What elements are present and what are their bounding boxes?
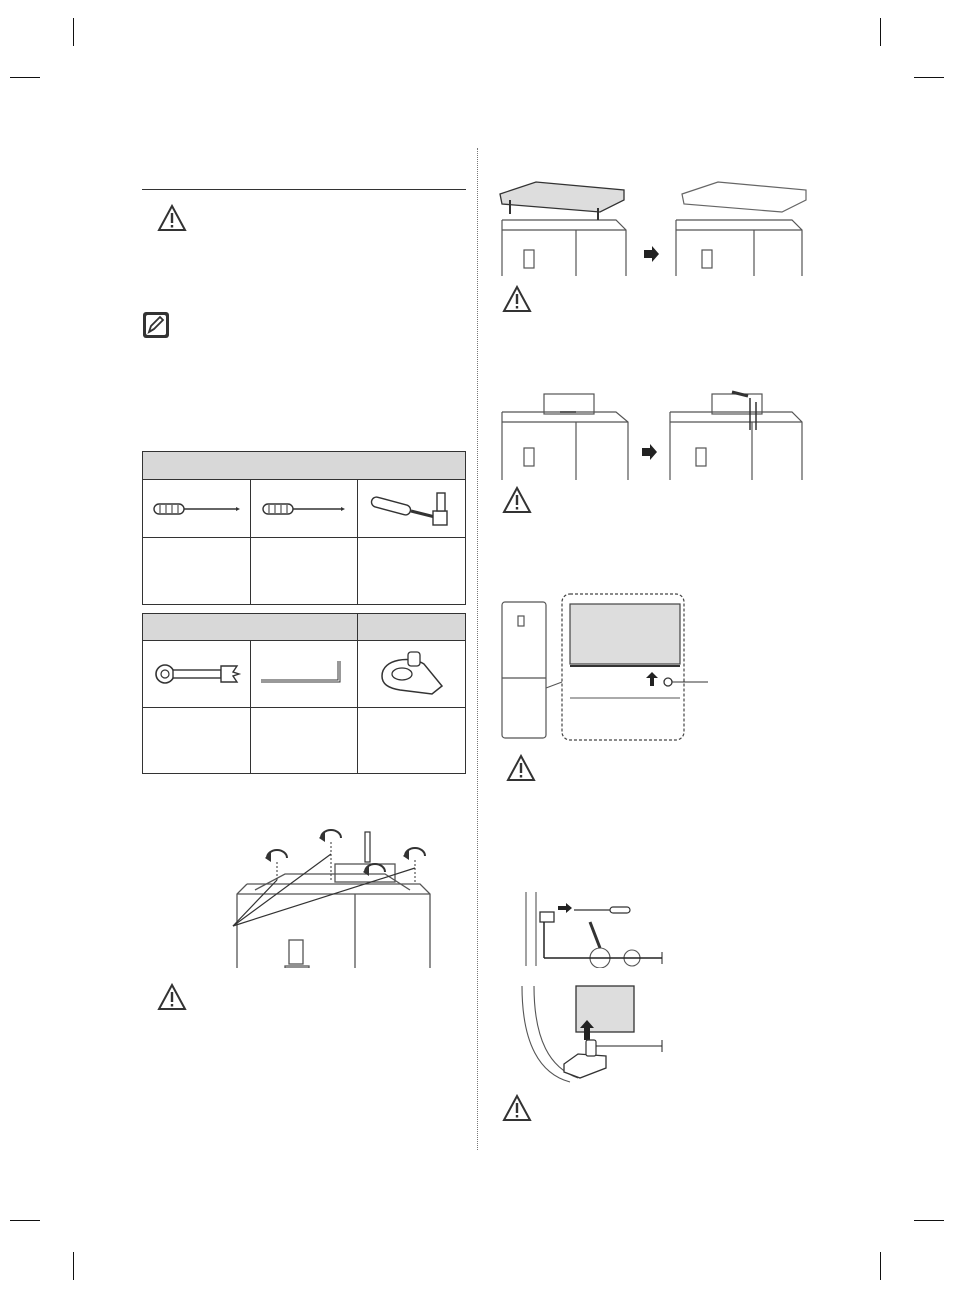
- tools-table-2: [142, 613, 466, 774]
- tools-table-2-image-row: [143, 641, 465, 708]
- hinge-pin-illustration: [520, 984, 670, 1084]
- tools-table-2-header: [143, 614, 465, 641]
- tools-table-2-header-left: [143, 614, 358, 640]
- lower-hinge-illustration: [520, 888, 670, 968]
- upper-hinge-removal-illustration: [496, 388, 810, 482]
- crop-mark-bottom-left-h: [10, 1220, 40, 1221]
- tools-table-1-label-row: [143, 538, 465, 604]
- crop-mark-top-left-h: [10, 77, 40, 78]
- warning-triangle-icon: [502, 285, 532, 313]
- tools-table-2-label-row: [143, 708, 465, 773]
- tool-label-1: [143, 538, 251, 604]
- warning-triangle-icon: [157, 983, 187, 1011]
- hex-key-icon: [259, 659, 349, 689]
- crop-mark-bottom-right-v: [880, 1252, 881, 1280]
- tool-label-4: [143, 708, 251, 773]
- fridge-door-lift-illustration: [498, 592, 710, 742]
- socket-wrench-icon: [367, 489, 457, 529]
- tools-table-1-image-row: [143, 480, 465, 538]
- tool-cell-spanner: [143, 641, 251, 707]
- crop-mark-top-left-v: [73, 18, 74, 46]
- crop-mark-bottom-right-h: [914, 1220, 944, 1221]
- column-divider: [477, 148, 478, 1150]
- crop-mark-top-right-v: [880, 18, 881, 46]
- tools-table-2-header-right: [358, 614, 465, 640]
- tool-label-2: [251, 538, 358, 604]
- section-rule: [142, 189, 466, 190]
- tool-cell-hinge-shim: [358, 641, 465, 707]
- tool-label-6: [358, 708, 465, 773]
- top-cover-screws-illustration: [225, 822, 435, 968]
- tool-cell-socket-wrench: [358, 480, 465, 537]
- warning-triangle-icon: [506, 754, 536, 782]
- warning-triangle-icon: [502, 1094, 532, 1122]
- right-arrow-icon: [644, 246, 659, 262]
- spanner-icon: [151, 660, 243, 688]
- tool-cell-phillips-screwdriver: [251, 480, 358, 537]
- crop-mark-bottom-left-v: [73, 1252, 74, 1280]
- tool-cell-flat-screwdriver: [143, 480, 251, 537]
- tool-label-5: [251, 708, 358, 773]
- remove-top-cover-illustration: [496, 180, 810, 278]
- tool-cell-hex-key: [251, 641, 358, 707]
- note-pencil-icon: [142, 311, 170, 339]
- phillips-screwdriver-icon: [261, 499, 347, 519]
- right-arrow-icon: [642, 444, 657, 460]
- flat-screwdriver-icon: [152, 499, 242, 519]
- warning-triangle-icon: [502, 486, 532, 514]
- tool-label-3: [358, 538, 465, 604]
- tools-table-1: [142, 451, 466, 605]
- crop-mark-top-right-h: [914, 77, 944, 78]
- warning-triangle-icon: [157, 204, 187, 232]
- tools-table-1-header: [143, 452, 465, 480]
- hinge-shim-icon: [372, 646, 452, 702]
